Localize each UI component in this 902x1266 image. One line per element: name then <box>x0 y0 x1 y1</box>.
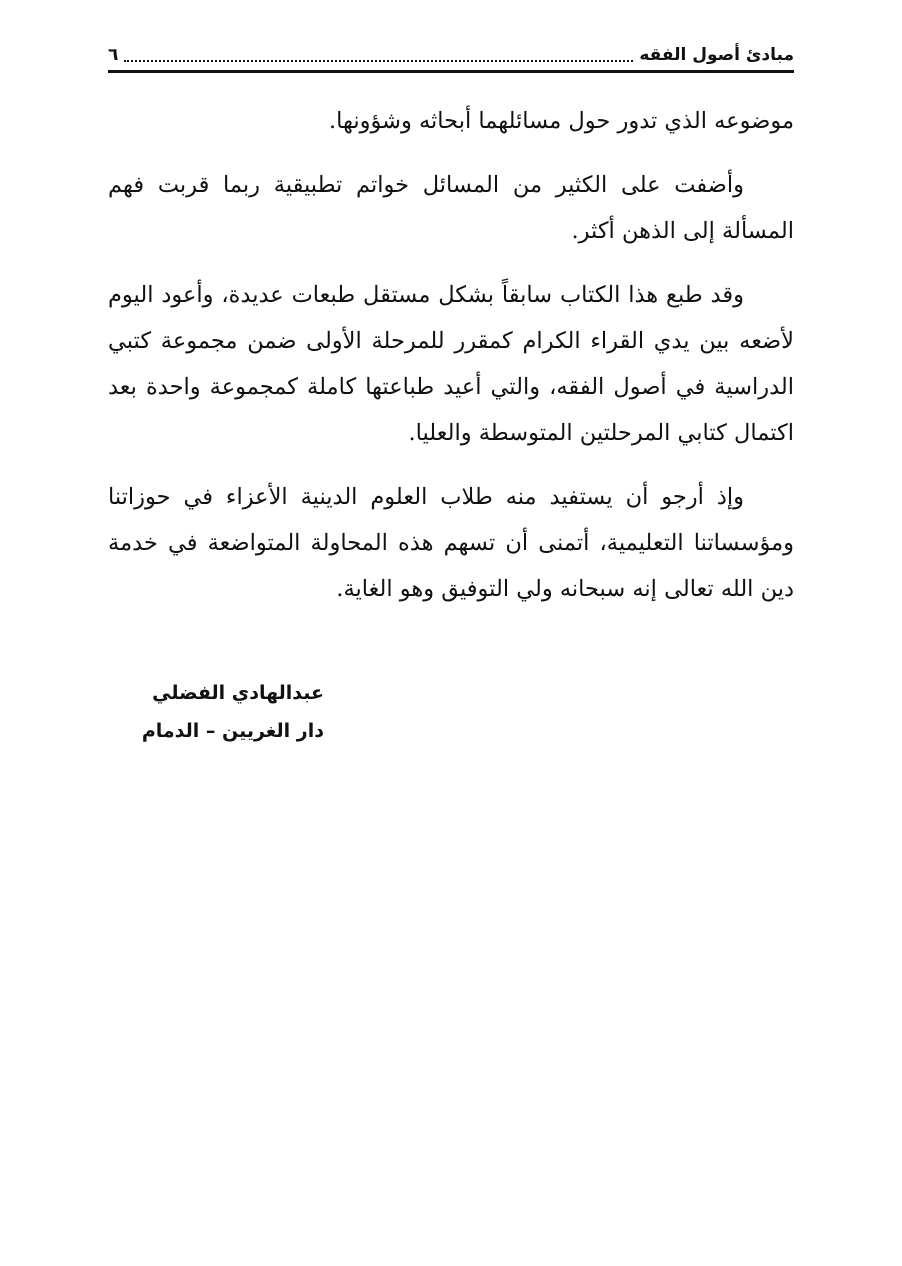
header-rule <box>108 70 794 73</box>
author-name: عبدالهادي الفضلي <box>152 682 324 704</box>
paragraph-2: وأضفت على الكثير من المسائل خواتم تطبيقية ربما قربت فهم المسألة إلى الذهن أكثر. <box>108 172 794 244</box>
paragraph-3: وقد طبع هذا الكتاب سابقاً بشكل مستقل طبعات عديدة، وأعود اليوم لأضعه بين يدي القراء الكرام كمقرر للمرحلة الأولى ضمن مجموعة كتبي الدراسية في أصول الفقه، والتي أعيد طباعتها كاملة كمجموعة واحدة بعد اكتمال كتابي المرحلتين المتوسطة والعليا. <box>108 282 794 446</box>
author-place: دار الغريين – الدمام <box>141 720 324 742</box>
header-dot-leader <box>124 45 633 62</box>
paragraph-4: وإذ أرجو أن يستفيد منه طلاب العلوم الدينية الأعزاء في حوزاتنا ومؤسساتنا التعليمية، أتمنى أن تسهم هذه المحاولة المتواضعة في خدمة دين الله تعالى إنه سبحانه ولي التوفيق وهو الغاية. <box>108 484 794 602</box>
signature-block <box>140 674 324 750</box>
body-text <box>108 98 794 612</box>
page-number: ٦ <box>108 45 119 65</box>
book-title: مبادئ أصول الفقه <box>639 45 794 65</box>
running-header <box>108 34 794 68</box>
paragraph-1: موضوعه الذي تدور حول مسائلهما أبحاثه وشؤونها. <box>328 108 794 134</box>
